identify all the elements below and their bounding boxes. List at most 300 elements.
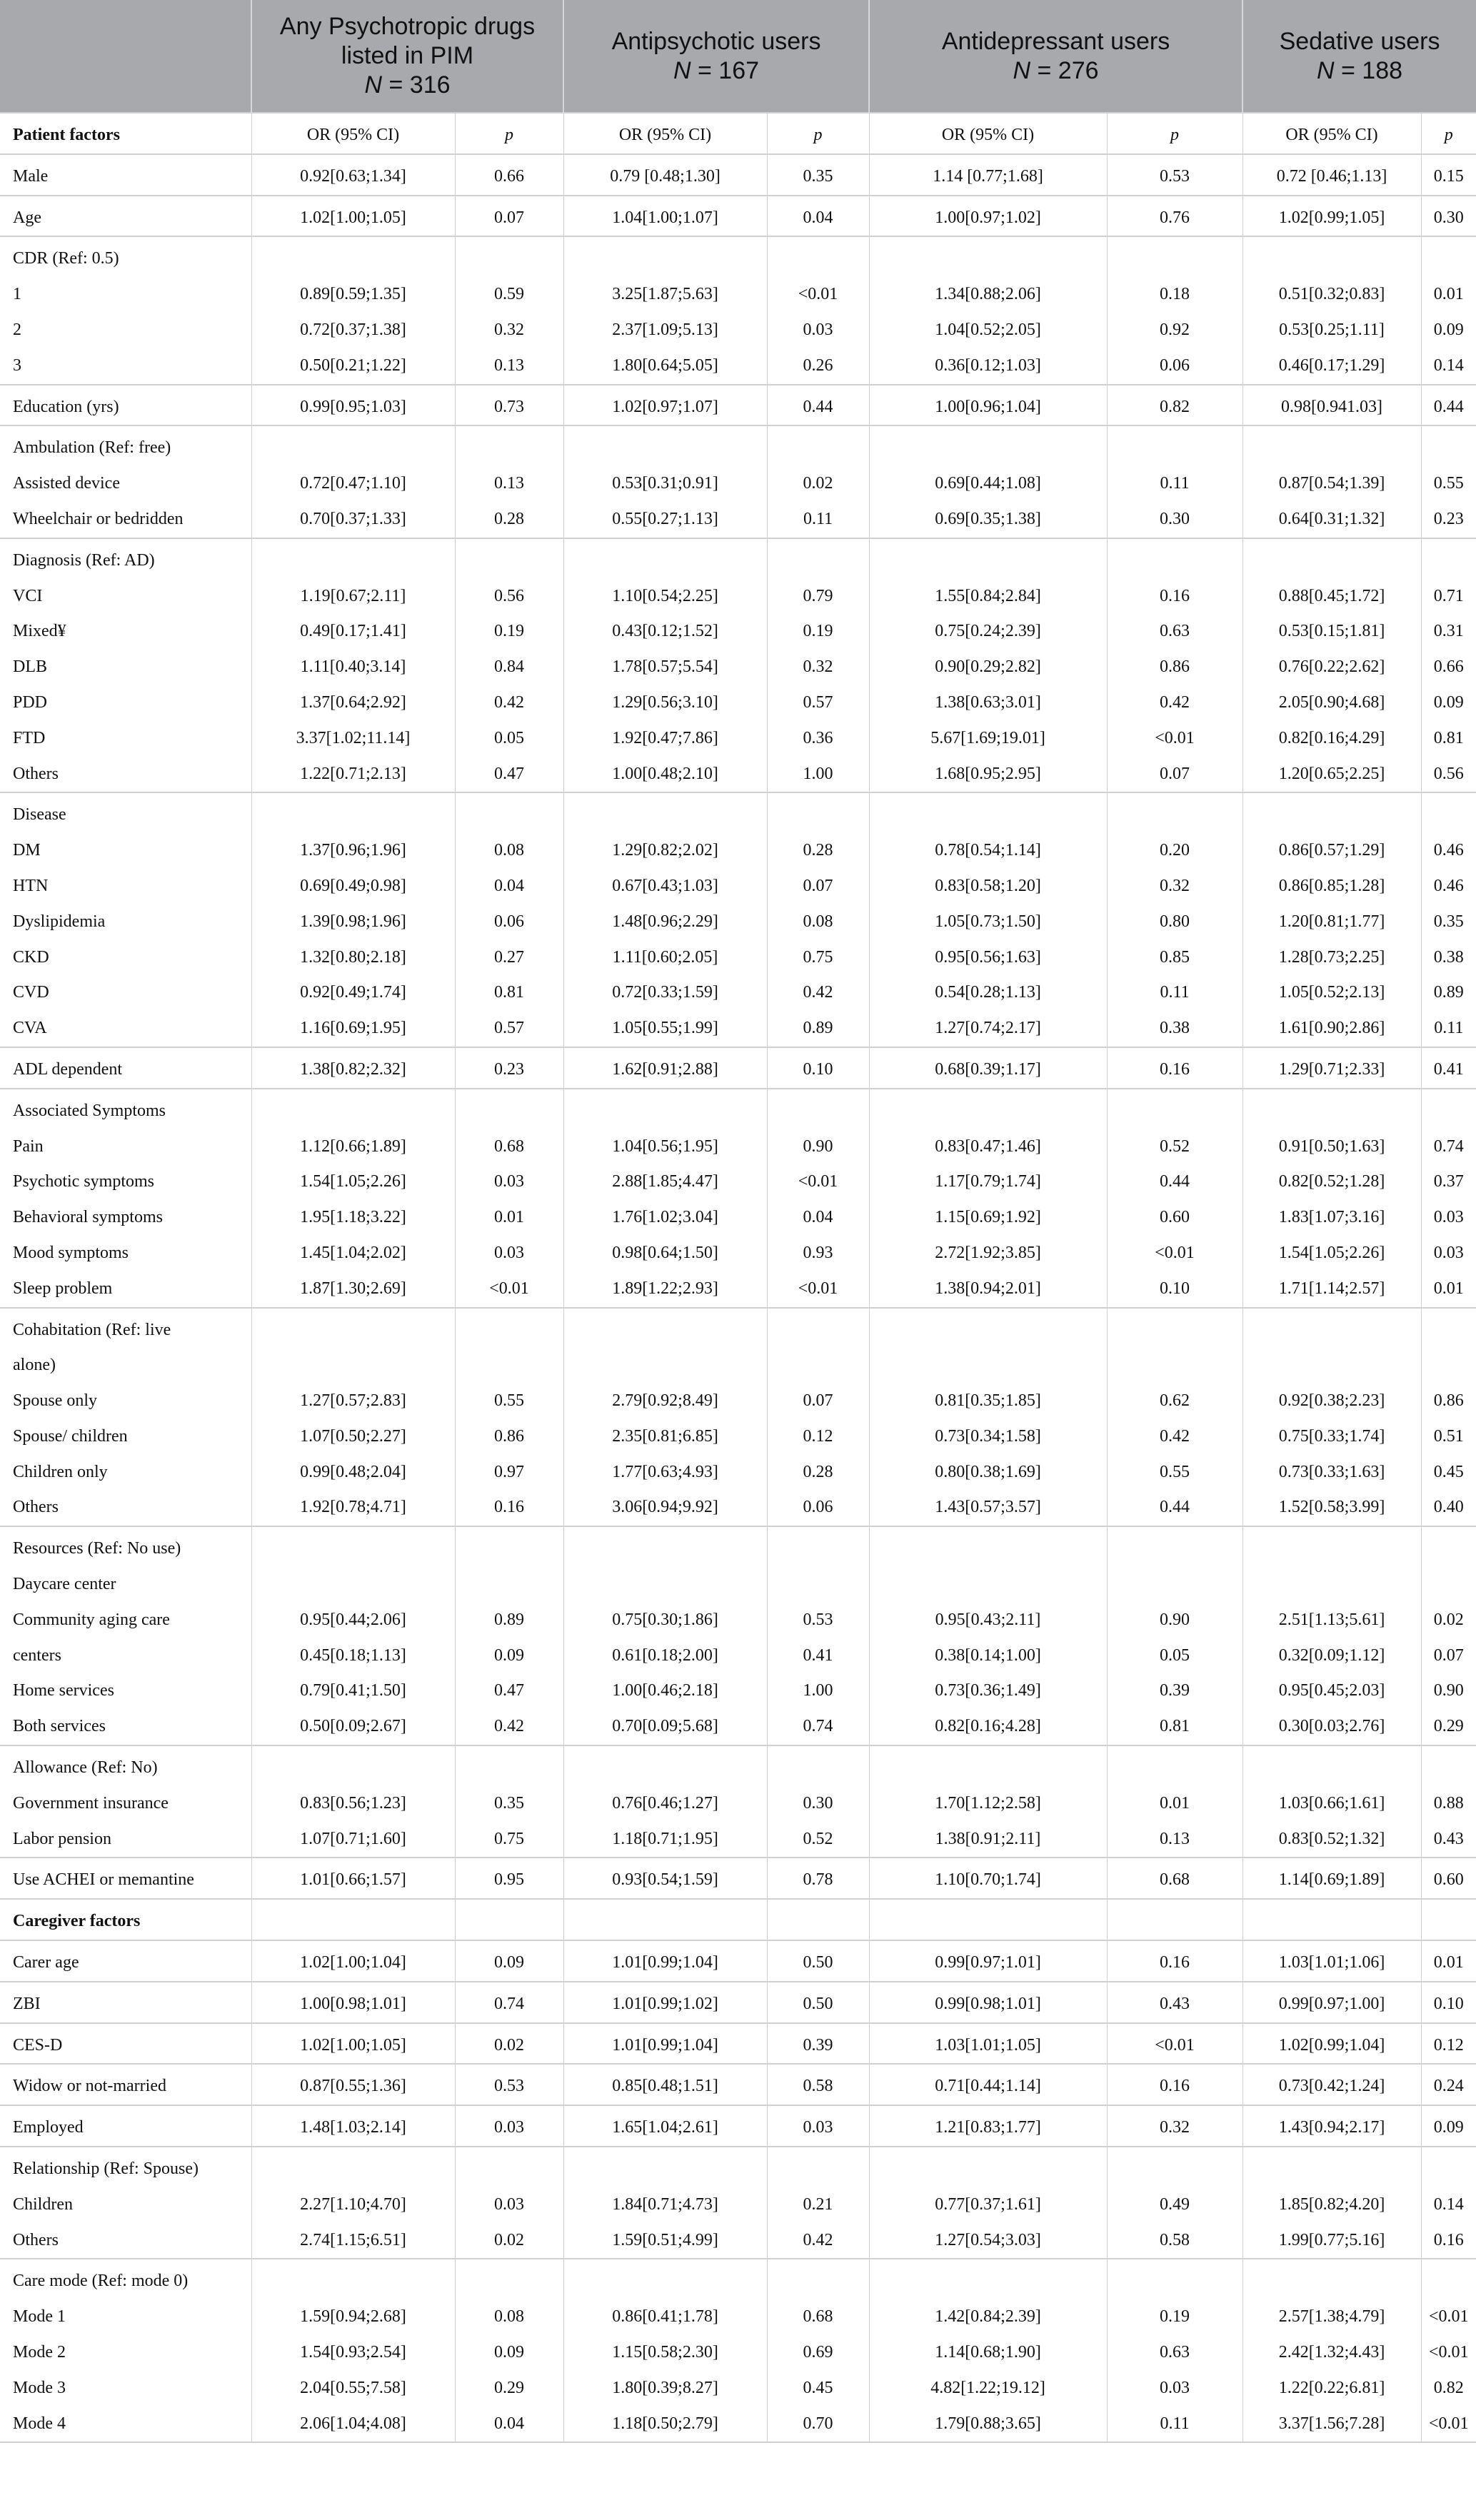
p-value: 0.58 bbox=[803, 2077, 833, 2096]
odds-ratio-cell bbox=[563, 1899, 767, 1940]
odds-ratio-cell bbox=[1242, 236, 1421, 384]
p-value-cell bbox=[1421, 2147, 1476, 2259]
odds-ratio: 0.82[0.16;4.28] bbox=[935, 1717, 1041, 1736]
p-value-cell bbox=[767, 2259, 869, 2442]
odds-ratio-cell bbox=[869, 196, 1107, 237]
p-value: 0.74 bbox=[803, 1717, 833, 1736]
odds-ratio: 1.99[0.77;5.16] bbox=[1278, 2230, 1385, 2249]
odds-ratio: 0.53[0.15;1.81] bbox=[1278, 622, 1385, 641]
odds-ratio: 1.10[0.54;2.25] bbox=[612, 586, 718, 605]
odds-ratio-cell bbox=[563, 792, 767, 1047]
p-value bbox=[772, 1567, 865, 1603]
p-value: 0.73 bbox=[494, 397, 524, 416]
odds-ratio: 1.59[0.94;2.68] bbox=[300, 2307, 406, 2327]
odds-ratio: 1.15[0.58;2.30] bbox=[612, 2343, 718, 2362]
row-label-cell bbox=[0, 2023, 251, 2065]
odds-ratio-cell bbox=[1242, 1899, 1421, 1940]
p-value bbox=[772, 1094, 865, 1129]
odds-ratio-cell bbox=[1242, 1982, 1421, 2023]
p-value: <0.01 bbox=[1155, 2035, 1195, 2055]
odds-ratio: 1.55[0.84;2.84] bbox=[935, 586, 1041, 605]
n-value: 276 bbox=[1058, 56, 1099, 84]
odds-ratio: 0.99[0.97;1.00] bbox=[1278, 1994, 1385, 2013]
n-value: 316 bbox=[409, 71, 451, 99]
odds-ratio: 1.11[0.60;2.05] bbox=[612, 947, 718, 967]
n-symbol: N bbox=[673, 56, 691, 84]
p-value-cell bbox=[767, 538, 869, 793]
odds-ratio-cell bbox=[1242, 113, 1421, 154]
odds-ratio: 0.75[0.33;1.74] bbox=[1278, 1426, 1385, 1446]
odds-ratio: 1.38[0.82;2.32] bbox=[300, 1059, 406, 1079]
p-value bbox=[460, 2152, 559, 2187]
p-value-cell bbox=[455, 425, 563, 538]
odds-ratio bbox=[874, 1904, 1103, 1940]
p-value-cell bbox=[455, 2259, 563, 2442]
p-value: <0.01 bbox=[489, 1279, 529, 1298]
p-value-cell bbox=[1107, 538, 1242, 793]
odds-ratio: 1.32[0.80;2.18] bbox=[300, 947, 406, 967]
odds-ratio bbox=[874, 1567, 1103, 1603]
p-value-cell bbox=[767, 1047, 869, 1089]
p-value: 0.08 bbox=[803, 912, 833, 931]
p-value bbox=[460, 2264, 559, 2299]
row-label-cell bbox=[0, 1899, 251, 1940]
odds-ratio bbox=[568, 241, 763, 277]
p-value bbox=[772, 1750, 865, 1786]
p-value: 0.31 bbox=[1433, 622, 1464, 641]
table-row-group bbox=[0, 2147, 1476, 2259]
p-value: 0.95 bbox=[494, 1870, 524, 1890]
odds-ratio: 1.54[1.05;2.26] bbox=[300, 1172, 406, 1191]
p-value-cell bbox=[1421, 1940, 1476, 1982]
p-value: 0.45 bbox=[803, 2378, 833, 2397]
odds-ratio-cell bbox=[869, 792, 1107, 1047]
odds-ratio-cell bbox=[1242, 1526, 1421, 1745]
p-value: 0.57 bbox=[803, 692, 833, 712]
odds-ratio: 1.27[0.54;3.03] bbox=[935, 2230, 1041, 2249]
p-value: 0.44 bbox=[1160, 1172, 1190, 1191]
p-value: 0.86 bbox=[1160, 657, 1190, 677]
odds-ratio: 1.07[0.50;2.27] bbox=[300, 1426, 406, 1446]
p-value: 0.35 bbox=[803, 166, 833, 186]
p-value-cell bbox=[1107, 1899, 1242, 1940]
p-value: 0.32 bbox=[494, 320, 524, 339]
p-value bbox=[1426, 1313, 1472, 1349]
p-value: 0.47 bbox=[494, 764, 524, 783]
p-value bbox=[460, 1094, 559, 1129]
odds-ratio: 0.92[0.63;1.34] bbox=[300, 166, 406, 186]
p-value: 0.06 bbox=[803, 1498, 833, 1517]
odds-ratio: 0.45[0.18;1.13] bbox=[300, 1645, 406, 1665]
row-label: Education (yrs) bbox=[13, 397, 119, 416]
p-value: 0.42 bbox=[1160, 692, 1190, 712]
odds-ratio: 2.27[1.10;4.70] bbox=[300, 2194, 406, 2214]
row-label-cell bbox=[0, 1308, 251, 1527]
p-value: 0.46 bbox=[1433, 841, 1464, 860]
odds-ratio bbox=[874, 2264, 1103, 2299]
p-value bbox=[1112, 1094, 1238, 1129]
p-value: 0.76 bbox=[1160, 208, 1190, 227]
odds-ratio-cell bbox=[251, 1858, 455, 1899]
row-label: Children only bbox=[13, 1462, 108, 1481]
p-value-cell bbox=[1107, 196, 1242, 237]
odds-ratio: 1.03[1.01;1.06] bbox=[1278, 1953, 1385, 1972]
p-value: <0.01 bbox=[1428, 2307, 1469, 2327]
row-label: Behavioral symptoms bbox=[13, 1208, 163, 1227]
p-value: 0.01 bbox=[1433, 1279, 1464, 1298]
odds-ratio: 1.00[0.46;2.18] bbox=[612, 1681, 718, 1700]
odds-ratio: 0.72[0.37;1.38] bbox=[300, 320, 406, 339]
p-value bbox=[1112, 1348, 1238, 1384]
row-label: Diagnosis (Ref: AD) bbox=[13, 550, 155, 570]
p-value: 0.36 bbox=[803, 728, 833, 747]
odds-ratio: 1.20[0.81;1.77] bbox=[1278, 912, 1385, 931]
row-label: Others bbox=[13, 764, 59, 783]
p-value-cell bbox=[455, 236, 563, 384]
odds-ratio-cell bbox=[251, 2023, 455, 2065]
p-value bbox=[460, 241, 559, 277]
p-value: 0.11 bbox=[803, 509, 833, 528]
odds-ratio: 1.22[0.22;6.81] bbox=[1278, 2378, 1385, 2397]
p-value: 0.89 bbox=[1433, 983, 1464, 1002]
odds-ratio: 1.07[0.71;1.60] bbox=[300, 1829, 406, 1848]
row-label: Employed bbox=[13, 2118, 84, 2137]
odds-ratio: OR (95% CI) bbox=[941, 126, 1035, 144]
odds-ratio: 0.69[0.44;1.08] bbox=[935, 474, 1041, 493]
row-label-cell bbox=[0, 1089, 251, 1308]
p-value: 0.90 bbox=[803, 1136, 833, 1156]
table-row-group bbox=[0, 1089, 1476, 1308]
p-value: 0.49 bbox=[1160, 2194, 1190, 2214]
p-value bbox=[460, 1567, 559, 1603]
p-value bbox=[1426, 1094, 1472, 1129]
p-value: 0.19 bbox=[494, 622, 524, 641]
odds-ratio-cell bbox=[563, 2105, 767, 2147]
p-value: <0.01 bbox=[798, 1279, 838, 1298]
odds-ratio bbox=[1247, 1348, 1417, 1384]
odds-ratio-cell bbox=[869, 1308, 1107, 1527]
odds-ratio-cell bbox=[1242, 1089, 1421, 1308]
p-value-cell bbox=[1421, 1047, 1476, 1089]
p-value bbox=[1426, 1531, 1472, 1567]
odds-ratio: 1.80[0.39;8.27] bbox=[612, 2378, 718, 2397]
p-value: 0.19 bbox=[803, 622, 833, 641]
p-value: 0.21 bbox=[803, 2194, 833, 2214]
odds-ratio: 0.83[0.47;1.46] bbox=[935, 1136, 1041, 1156]
odds-ratio: 1.01[0.66;1.57] bbox=[300, 1870, 406, 1890]
p-value: 0.07 bbox=[803, 876, 833, 895]
odds-ratio bbox=[256, 1904, 451, 1940]
p-value: 0.10 bbox=[1433, 1994, 1464, 2013]
odds-ratio-cell bbox=[251, 196, 455, 237]
p-value: 0.26 bbox=[803, 356, 833, 375]
p-value: 0.07 bbox=[494, 208, 524, 227]
odds-ratio: 0.87[0.55;1.36] bbox=[300, 2077, 406, 2096]
p-value bbox=[1112, 543, 1238, 579]
odds-ratio-cell bbox=[563, 425, 767, 538]
n-symbol: N bbox=[1316, 56, 1335, 84]
odds-ratio: 0.69[0.49;0.98] bbox=[300, 876, 406, 895]
odds-ratio: 1.61[0.90;2.86] bbox=[1278, 1019, 1385, 1038]
odds-ratio: 0.92[0.49;1.74] bbox=[300, 983, 406, 1002]
odds-ratio-cell bbox=[251, 1982, 455, 2023]
odds-ratio: 0.55[0.27;1.13] bbox=[612, 509, 718, 528]
odds-ratio bbox=[256, 1094, 451, 1129]
p-value: 0.12 bbox=[803, 1426, 833, 1446]
p-value: 0.42 bbox=[1160, 1426, 1190, 1446]
odds-ratio: 0.80[0.38;1.69] bbox=[935, 1462, 1041, 1481]
odds-ratio: 1.87[1.30;2.69] bbox=[300, 1279, 406, 1298]
p-value: p bbox=[505, 126, 513, 144]
p-value-cell bbox=[1107, 2259, 1242, 2442]
p-value: 0.01 bbox=[494, 1208, 524, 1227]
odds-ratio-cell bbox=[1242, 2147, 1421, 2259]
odds-ratio: 1.00[0.48;2.10] bbox=[612, 764, 718, 783]
odds-ratio-cell bbox=[563, 1940, 767, 1982]
odds-ratio: 2.57[1.38;4.79] bbox=[1278, 2307, 1385, 2327]
odds-ratio: 1.20[0.65;2.25] bbox=[1278, 764, 1385, 783]
row-label: Relationship (Ref: Spouse) bbox=[13, 2159, 199, 2179]
p-value-cell bbox=[767, 1940, 869, 1982]
p-value: 0.38 bbox=[1160, 1019, 1190, 1038]
p-value-cell bbox=[455, 1047, 563, 1089]
odds-ratio: 1.05[0.52;2.13] bbox=[1278, 983, 1385, 1002]
row-label: Sleep problem bbox=[13, 1279, 113, 1298]
odds-ratio: 0.70[0.37;1.33] bbox=[300, 509, 406, 528]
p-value bbox=[1112, 2152, 1238, 2187]
p-value bbox=[1112, 1531, 1238, 1567]
p-value-cell bbox=[455, 2064, 563, 2105]
odds-ratio bbox=[256, 2152, 451, 2187]
p-value-cell bbox=[1107, 154, 1242, 196]
odds-ratio bbox=[256, 797, 451, 833]
p-value: 0.44 bbox=[803, 397, 833, 416]
p-value: 0.53 bbox=[803, 1610, 833, 1629]
odds-ratio: 0.32[0.09;1.12] bbox=[1278, 1645, 1385, 1665]
row-label: VCI bbox=[13, 586, 43, 605]
odds-ratio: 1.16[0.69;1.95] bbox=[300, 1019, 406, 1038]
row-label: Widow or not-married bbox=[13, 2077, 166, 2096]
odds-ratio: OR (95% CI) bbox=[1285, 126, 1378, 144]
odds-ratio-cell bbox=[1242, 1858, 1421, 1899]
odds-ratio bbox=[1247, 1567, 1417, 1603]
p-value-cell bbox=[767, 2105, 869, 2147]
p-value: 0.03 bbox=[1160, 2378, 1190, 2397]
p-value: 0.28 bbox=[494, 509, 524, 528]
p-value bbox=[1426, 2264, 1472, 2299]
odds-ratio-cell bbox=[563, 113, 767, 154]
table-row-group bbox=[0, 1899, 1476, 1940]
p-value: 0.79 bbox=[803, 586, 833, 605]
odds-ratio: 1.71[1.14;2.57] bbox=[1278, 1279, 1385, 1298]
p-value-cell bbox=[1421, 2064, 1476, 2105]
odds-ratio-cell bbox=[869, 2023, 1107, 2065]
odds-ratio: 1.76[1.02;3.04] bbox=[612, 1208, 718, 1227]
p-value bbox=[772, 543, 865, 579]
p-value bbox=[460, 430, 559, 466]
row-label: Others bbox=[13, 1498, 59, 1517]
odds-ratio: 1.05[0.55;1.99] bbox=[612, 1019, 718, 1038]
odds-ratio-cell bbox=[869, 2064, 1107, 2105]
p-value: 0.01 bbox=[1433, 285, 1464, 304]
p-value-cell bbox=[455, 1982, 563, 2023]
p-value: 0.86 bbox=[1433, 1391, 1464, 1411]
p-value: 0.93 bbox=[803, 1243, 833, 1262]
odds-ratio bbox=[256, 543, 451, 579]
p-value: 0.16 bbox=[1433, 2230, 1464, 2249]
row-label-cell bbox=[0, 792, 251, 1047]
odds-ratio-cell bbox=[1242, 1940, 1421, 1982]
odds-ratio: 1.11[0.40;3.14] bbox=[300, 657, 406, 677]
odds-ratio: 0.64[0.31;1.32] bbox=[1278, 509, 1385, 528]
odds-ratio: 0.38[0.14;1.00] bbox=[935, 1645, 1041, 1665]
odds-ratio-cell bbox=[251, 1308, 455, 1527]
odds-ratio bbox=[874, 1094, 1103, 1129]
p-value-cell bbox=[767, 1982, 869, 2023]
row-label: Mode 2 bbox=[13, 2343, 66, 2362]
odds-ratio bbox=[1247, 1094, 1417, 1129]
p-value: 0.02 bbox=[494, 2035, 524, 2055]
p-value-cell bbox=[455, 196, 563, 237]
p-value: 0.37 bbox=[1433, 1172, 1464, 1191]
odds-ratio-cell bbox=[1242, 538, 1421, 793]
odds-ratio: 0.79 [0.48;1.30] bbox=[610, 166, 721, 186]
p-value: 0.40 bbox=[1433, 1498, 1464, 1517]
header-blank bbox=[0, 0, 251, 113]
odds-ratio: 0.86[0.85;1.28] bbox=[1278, 876, 1385, 895]
odds-ratio bbox=[568, 1567, 763, 1603]
odds-ratio: 0.85[0.48;1.51] bbox=[612, 2077, 718, 2096]
p-value bbox=[1112, 241, 1238, 277]
odds-ratio-cell bbox=[251, 425, 455, 538]
p-value: 0.30 bbox=[1160, 509, 1190, 528]
p-value: 0.28 bbox=[803, 841, 833, 860]
p-value-cell bbox=[1107, 2105, 1242, 2147]
table-row-group bbox=[0, 196, 1476, 237]
p-value bbox=[1426, 797, 1472, 833]
p-value: 0.55 bbox=[494, 1391, 524, 1411]
p-value: 0.09 bbox=[494, 1953, 524, 1972]
p-value: 0.09 bbox=[1433, 692, 1464, 712]
p-value: 0.59 bbox=[494, 285, 524, 304]
p-value-cell bbox=[1421, 1899, 1476, 1940]
row-label: Pain bbox=[13, 1136, 44, 1156]
p-value: 0.03 bbox=[803, 320, 833, 339]
p-value bbox=[772, 430, 865, 466]
row-label: centers bbox=[13, 1645, 61, 1665]
row-label: CVD bbox=[13, 983, 49, 1002]
p-value: 1.00 bbox=[803, 1681, 833, 1700]
p-value: 0.18 bbox=[1160, 285, 1190, 304]
row-label: Assisted device bbox=[13, 474, 120, 493]
p-value bbox=[772, 241, 865, 277]
odds-ratio: 0.83[0.56;1.23] bbox=[300, 1793, 406, 1813]
p-value: p bbox=[1170, 126, 1180, 144]
odds-ratio: 0.75[0.30;1.86] bbox=[612, 1610, 718, 1629]
p-value bbox=[1426, 2152, 1472, 2187]
odds-ratio: 0.81[0.35;1.85] bbox=[935, 1391, 1041, 1411]
p-value-cell bbox=[1107, 1858, 1242, 1899]
table-row-group bbox=[0, 2064, 1476, 2105]
p-value: 0.16 bbox=[1160, 1953, 1190, 1972]
odds-ratio: 1.42[0.84;2.39] bbox=[935, 2307, 1041, 2327]
odds-ratio bbox=[256, 430, 451, 466]
p-value bbox=[1426, 430, 1472, 466]
p-value: 0.53 bbox=[1160, 166, 1190, 186]
p-value: 0.11 bbox=[1434, 1019, 1464, 1038]
p-value: 0.74 bbox=[494, 1994, 524, 2013]
p-value: 0.43 bbox=[1160, 1994, 1190, 2013]
p-value-cell bbox=[1107, 1745, 1242, 1858]
table-row-group bbox=[0, 1526, 1476, 1745]
p-value-cell bbox=[1421, 1526, 1476, 1745]
p-value: 0.35 bbox=[1433, 912, 1464, 931]
p-value: 0.90 bbox=[1433, 1681, 1464, 1700]
row-label: CVA bbox=[13, 1019, 47, 1038]
p-value: 0.13 bbox=[494, 474, 524, 493]
row-label: 2 bbox=[13, 320, 21, 339]
odds-ratio bbox=[1247, 1750, 1417, 1786]
odds-ratio bbox=[874, 1348, 1103, 1384]
p-value-cell bbox=[1107, 1308, 1242, 1527]
p-value-cell bbox=[767, 1526, 869, 1745]
odds-ratio: 1.02[0.99;1.05] bbox=[1278, 208, 1385, 227]
p-value: 0.82 bbox=[1433, 2378, 1464, 2397]
p-value-cell bbox=[455, 1745, 563, 1858]
p-value: 0.23 bbox=[494, 1059, 524, 1079]
row-label: Patient factors bbox=[13, 126, 120, 144]
odds-ratio: 1.92[0.47;7.86] bbox=[612, 728, 718, 747]
p-value: 0.55 bbox=[1433, 474, 1464, 493]
p-value: 0.09 bbox=[494, 1645, 524, 1665]
odds-ratio: 1.54[1.05;2.26] bbox=[1278, 1243, 1385, 1262]
odds-ratio: 0.86[0.41;1.78] bbox=[612, 2307, 718, 2327]
table-row-group bbox=[0, 113, 1476, 154]
p-value: 0.75 bbox=[494, 1829, 524, 1848]
p-value-cell bbox=[767, 425, 869, 538]
odds-ratio-cell bbox=[563, 2259, 767, 2442]
odds-ratio: 1.77[0.63;4.93] bbox=[612, 1462, 718, 1481]
p-value: 0.03 bbox=[1433, 1208, 1464, 1227]
p-value: 0.07 bbox=[803, 1391, 833, 1411]
odds-ratio: 0.71[0.44;1.14] bbox=[935, 2077, 1041, 2096]
table-row-group bbox=[0, 425, 1476, 538]
odds-ratio-cell bbox=[251, 2105, 455, 2147]
odds-ratio-cell bbox=[563, 1089, 767, 1308]
odds-ratio: 2.88[1.85;4.47] bbox=[612, 1172, 718, 1191]
p-value-cell bbox=[1107, 2147, 1242, 2259]
odds-ratio-cell bbox=[563, 2147, 767, 2259]
p-value: 0.63 bbox=[1160, 2343, 1190, 2362]
row-label-cell bbox=[0, 1526, 251, 1745]
p-value: 0.51 bbox=[1433, 1426, 1464, 1446]
odds-ratio: 3.37[1.02;11.14] bbox=[296, 728, 411, 747]
p-value: 0.78 bbox=[803, 1870, 833, 1890]
odds-ratio: OR (95% CI) bbox=[306, 126, 400, 144]
p-value: 0.15 bbox=[1433, 166, 1464, 186]
p-value bbox=[1426, 1750, 1472, 1786]
odds-ratio-cell bbox=[251, 2147, 455, 2259]
odds-ratio: 1.70[1.12;2.58] bbox=[935, 1793, 1041, 1813]
p-value: 0.52 bbox=[803, 1829, 833, 1848]
odds-ratio: 1.83[1.07;3.16] bbox=[1278, 1208, 1385, 1227]
p-value: 0.27 bbox=[494, 947, 524, 967]
p-value: 0.82 bbox=[1160, 397, 1190, 416]
p-value: 0.20 bbox=[1160, 841, 1190, 860]
p-value: 0.71 bbox=[1433, 586, 1464, 605]
odds-ratio: 0.86[0.57;1.29] bbox=[1278, 841, 1385, 860]
row-label: CES-D bbox=[13, 2035, 63, 2055]
